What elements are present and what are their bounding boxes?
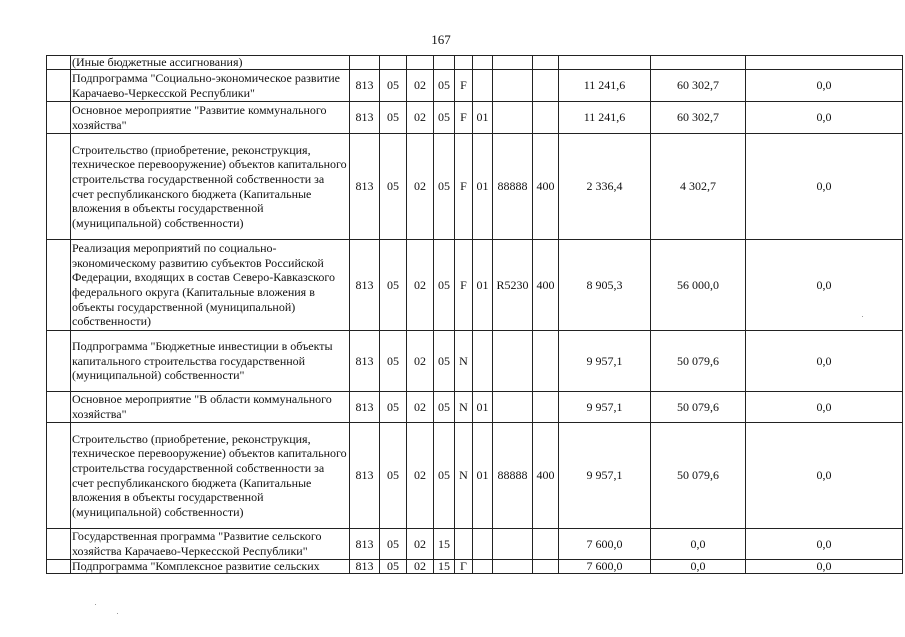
cell-name: Основное мероприятие "Развитие коммунального хозяйства" [71, 102, 350, 134]
cell-direction: 88888 [493, 134, 533, 240]
cell-name: Государственная программа "Развитие сельского хозяйства Карачаево-Черкесской Республики" [71, 529, 350, 560]
table-row [47, 102, 903, 134]
cell-pr: 02 [407, 134, 434, 240]
cell-event [473, 529, 493, 560]
cell-subprogram [455, 529, 473, 560]
table-row [47, 331, 903, 392]
cell-program: 05 [434, 134, 455, 240]
cell-sum-1: 7 600,0 [559, 529, 651, 560]
cell-row-number [47, 102, 71, 134]
cell-sum-3: 0,0 [746, 392, 903, 423]
cell-expense-type [533, 102, 559, 134]
cell-sum-1: 2 336,4 [559, 134, 651, 240]
cell-subprogram: N [455, 392, 473, 423]
cell-expense-type [533, 56, 559, 70]
cell-pr: 02 [407, 529, 434, 560]
cell-subprogram: Г [455, 560, 473, 574]
cell-subprogram [455, 56, 473, 70]
cell-event [473, 70, 493, 102]
cell-subprogram: F [455, 102, 473, 134]
cell-program: 05 [434, 423, 455, 529]
cell-subprogram: N [455, 423, 473, 529]
cell-expense-type [533, 331, 559, 392]
scan-speck [117, 613, 118, 614]
cell-ved: 813 [350, 423, 380, 529]
cell-direction [493, 70, 533, 102]
cell-program: 05 [434, 240, 455, 331]
cell-name: Строительство (приобретение, реконструкция, техническое перевооружение) объектов капитального строительства государственной собственности за счет республиканского бюджета (Капитальные вложения в объекты государственной (муниципальной) собственности) [71, 423, 350, 529]
cell-rz: 05 [380, 423, 407, 529]
cell-sum-1: 9 957,1 [559, 392, 651, 423]
cell-sum-3: 0,0 [746, 423, 903, 529]
cell-row-number [47, 392, 71, 423]
cell-event: 01 [473, 423, 493, 529]
cell-event [473, 560, 493, 574]
cell-program [434, 56, 455, 70]
cell-event: 01 [473, 392, 493, 423]
cell-rz: 05 [380, 240, 407, 331]
cell-sum-1: 9 957,1 [559, 423, 651, 529]
cell-pr: 02 [407, 240, 434, 331]
cell-expense-type [533, 392, 559, 423]
cell-sum-2: 50 079,6 [651, 392, 746, 423]
table-row [47, 529, 903, 560]
cell-sum-1: 11 241,6 [559, 102, 651, 134]
scan-speck [95, 604, 96, 605]
cell-expense-type [533, 70, 559, 102]
cell-sum-2: 60 302,7 [651, 70, 746, 102]
cell-pr: 02 [407, 392, 434, 423]
table-row [47, 392, 903, 423]
cell-sum-2: 50 079,6 [651, 423, 746, 529]
cell-name: (Иные бюджетные ассигнования) [71, 56, 350, 70]
cell-event: 01 [473, 240, 493, 331]
cell-name: Реализация мероприятий по социально-экономическому развитию субъектов Российской Федерации, входящих в состав Северо-Кавказского федерального округа (Капитальные вложения в объекты государственной (муниципальной) собственности) [71, 240, 350, 331]
cell-row-number [47, 529, 71, 560]
cell-rz: 05 [380, 102, 407, 134]
cell-sum-2: 4 302,7 [651, 134, 746, 240]
cell-expense-type: 400 [533, 240, 559, 331]
cell-rz: 05 [380, 560, 407, 574]
cell-pr: 02 [407, 70, 434, 102]
cell-pr: 02 [407, 560, 434, 574]
table-row [47, 423, 903, 529]
cell-row-number [47, 331, 71, 392]
cell-name: Основное мероприятие "В области коммунального хозяйства" [71, 392, 350, 423]
cell-direction [493, 392, 533, 423]
cell-sum-3: 0,0 [746, 560, 903, 574]
cell-direction: R5230 [493, 240, 533, 331]
cell-event: 01 [473, 102, 493, 134]
cell-subprogram: N [455, 331, 473, 392]
cell-sum-3: 0,0 [746, 529, 903, 560]
cell-pr [407, 56, 434, 70]
cell-ved: 813 [350, 240, 380, 331]
cell-ved: 813 [350, 392, 380, 423]
cell-direction [493, 560, 533, 574]
cell-sum-2: 0,0 [651, 560, 746, 574]
cell-sum-3: 0,0 [746, 70, 903, 102]
cell-rz: 05 [380, 529, 407, 560]
cell-pr: 02 [407, 423, 434, 529]
cell-expense-type: 400 [533, 134, 559, 240]
cell-name: Строительство (приобретение, реконструкция, техническое перевооружение) объектов капитального строительства государственной собственности за счет республиканского бюджета (Капитальные вложения в объекты государственной (муниципальной) собственности) [71, 134, 350, 240]
cell-ved: 813 [350, 70, 380, 102]
cell-expense-type [533, 560, 559, 574]
table-row [47, 70, 903, 102]
cell-sum-3: 0,0 [746, 240, 903, 331]
cell-rz [380, 56, 407, 70]
cell-pr: 02 [407, 102, 434, 134]
table-row [47, 560, 903, 574]
cell-sum-2: 0,0 [651, 529, 746, 560]
cell-sum-1: 8 905,3 [559, 240, 651, 331]
cell-name: Подпрограмма "Комплексное развитие сельских [71, 560, 350, 574]
cell-ved: 813 [350, 134, 380, 240]
cell-event: 01 [473, 134, 493, 240]
cell-direction [493, 56, 533, 70]
cell-program: 05 [434, 392, 455, 423]
cell-program: 05 [434, 331, 455, 392]
cell-sum-1: 7 600,0 [559, 560, 651, 574]
cell-row-number [47, 70, 71, 102]
cell-direction [493, 529, 533, 560]
cell-sum-3: 0,0 [746, 331, 903, 392]
cell-sum-1: 9 957,1 [559, 331, 651, 392]
cell-expense-type: 400 [533, 423, 559, 529]
cell-direction: 88888 [493, 423, 533, 529]
cell-rz: 05 [380, 392, 407, 423]
cell-sum-3: 0,0 [746, 134, 903, 240]
cell-sum-1 [559, 56, 651, 70]
cell-sum-1: 11 241,6 [559, 70, 651, 102]
cell-name: Подпрограмма "Социально-экономическое развитие Карачаево-Черкесской Республики" [71, 70, 350, 102]
cell-ved: 813 [350, 102, 380, 134]
cell-subprogram: F [455, 70, 473, 102]
cell-rz: 05 [380, 331, 407, 392]
scan-speck [862, 316, 863, 317]
cell-program: 05 [434, 102, 455, 134]
cell-event [473, 56, 493, 70]
cell-direction [493, 331, 533, 392]
cell-expense-type [533, 529, 559, 560]
table-row [47, 134, 903, 240]
cell-row-number [47, 423, 71, 529]
cell-row-number [47, 56, 71, 70]
cell-sum-2 [651, 56, 746, 70]
cell-sum-2: 60 302,7 [651, 102, 746, 134]
cell-sum-3: 0,0 [746, 102, 903, 134]
cell-row-number [47, 240, 71, 331]
cell-subprogram: F [455, 134, 473, 240]
cell-rz: 05 [380, 134, 407, 240]
table-row [47, 240, 903, 331]
cell-subprogram: F [455, 240, 473, 331]
budget-table [46, 55, 903, 574]
cell-pr: 02 [407, 331, 434, 392]
cell-event [473, 331, 493, 392]
cell-ved: 813 [350, 560, 380, 574]
cell-direction [493, 102, 533, 134]
cell-row-number [47, 134, 71, 240]
table-body [47, 56, 903, 574]
cell-ved: 813 [350, 331, 380, 392]
page-number: 167 [431, 32, 451, 47]
cell-name: Подпрограмма "Бюджетные инвестиции в объекты капитального строительства государственной (муниципальной) собственности" [71, 331, 350, 392]
cell-rz: 05 [380, 70, 407, 102]
cell-program: 15 [434, 529, 455, 560]
cell-ved [350, 56, 380, 70]
cell-ved: 813 [350, 529, 380, 560]
table-row [47, 56, 903, 70]
cell-program: 15 [434, 560, 455, 574]
cell-sum-3 [746, 56, 903, 70]
cell-program: 05 [434, 70, 455, 102]
cell-sum-2: 50 079,6 [651, 331, 746, 392]
cell-row-number [47, 560, 71, 574]
cell-sum-2: 56 000,0 [651, 240, 746, 331]
